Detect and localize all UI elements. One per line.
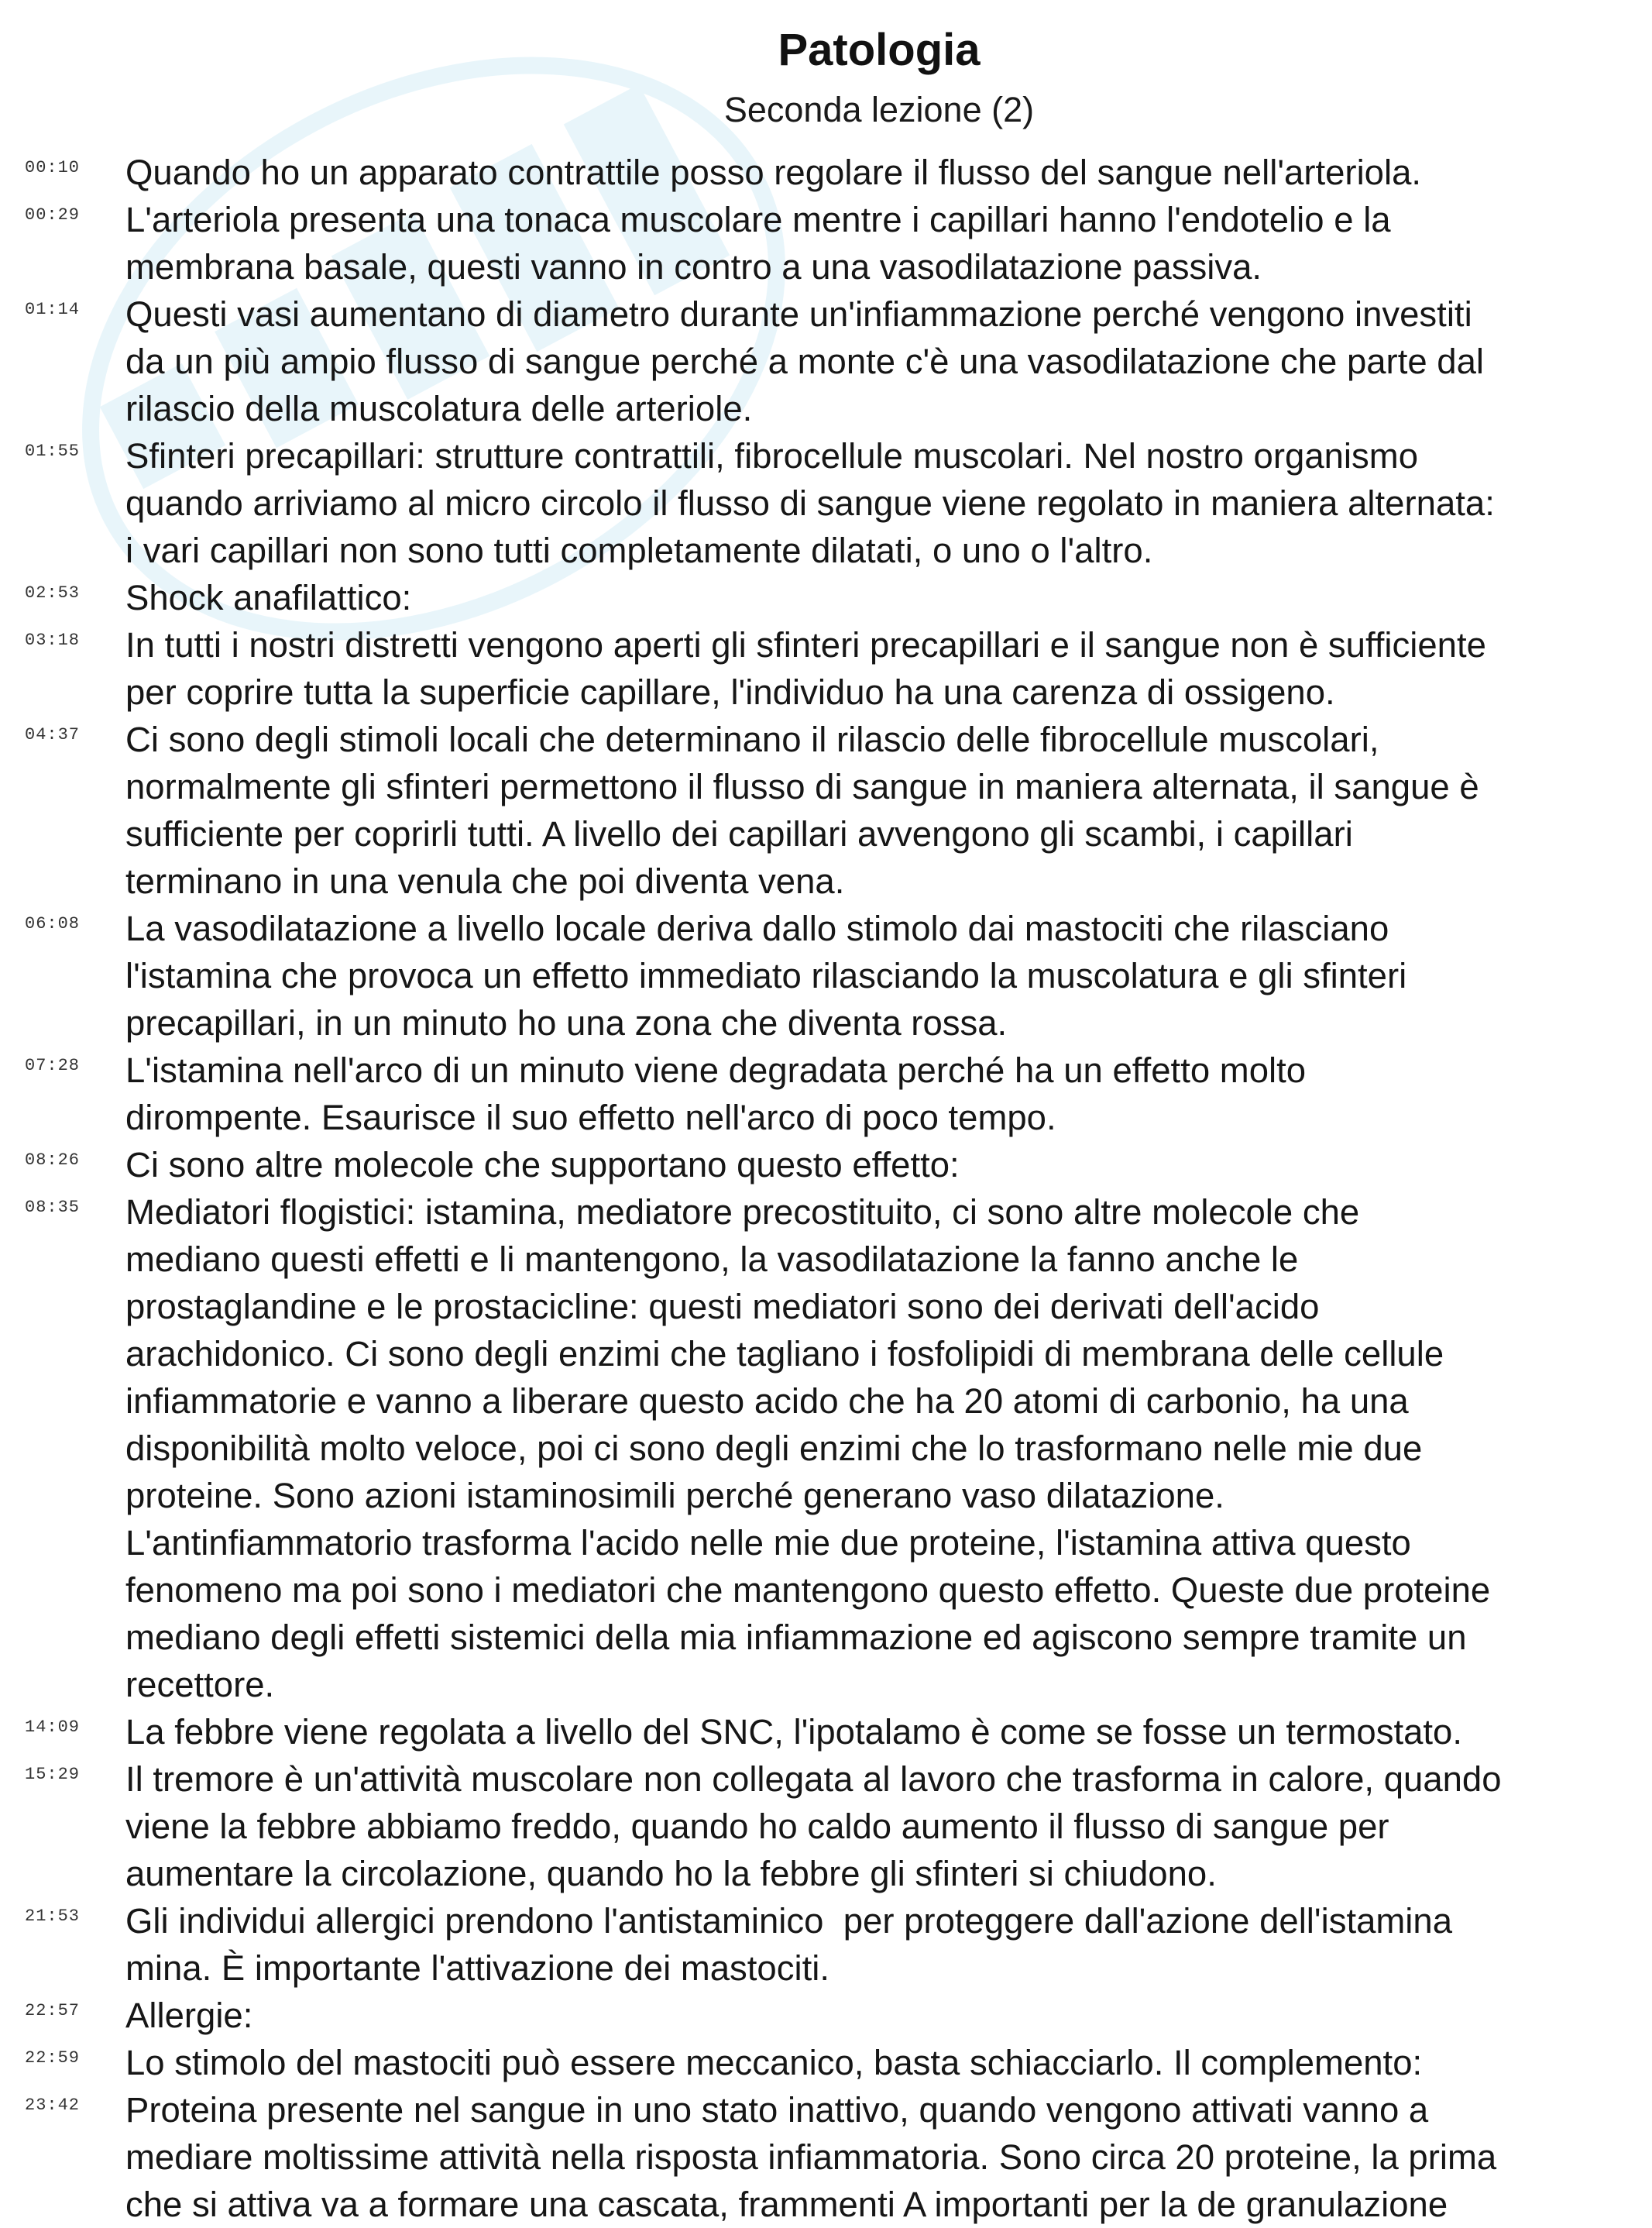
document-subtitle: Seconda lezione (2) xyxy=(723,90,1035,129)
entry-text: Questi vasi aumentano di diametro durante un'infiammazione perché vengono investiti da un più ampio flusso di sangue perché a monte c'è una vasodilatazione che parte dal rilascio della muscolatura delle arteriole. xyxy=(125,294,1485,428)
timestamp: 23:42 xyxy=(25,2096,81,2115)
entry-text: Il tremore è un'attività muscolare non collegata al lavoro che trasforma in calore, quando viene la febbre abbiamo freddo, quando ho caldo aumento il flusso di sangue per aumentare la circolazione, quando ho la febbre gli sfinteri si chiudono. xyxy=(125,1759,1502,1893)
timestamp: 00:29 xyxy=(25,205,81,225)
transcript-entry xyxy=(0,1188,1652,1708)
entry-text: Ci sono degli stimoli locali che determinano il rilascio delle fibrocellule muscolari, normalmente gli sfinteri permettono il flusso di sangue in maniera alternata, il sangue è sufficiente per coprirli tutti. A livello dei capillari avvengono gli scambi, i capillari terminano in una venula che poi diventa vena. xyxy=(125,720,1479,901)
entry-text: La vasodilatazione a livello locale deriva dallo stimolo dai mastociti che rilasciano l'istamina che provoca un effetto immediato rilasciando la muscolatura e gli sfinteri precapillari, in un minuto ho una zona che diventa rossa. xyxy=(125,909,1407,1043)
transcript-entries xyxy=(0,149,1652,2228)
timestamp: 01:55 xyxy=(25,442,81,461)
entry-text: L'arteriola presenta una tonaca muscolare mentre i capillari hanno l'endotelio e la membrana basale, questi vanno in contro a una vasodilatazione passiva. xyxy=(125,200,1391,287)
transcript-entry xyxy=(0,1708,1652,1755)
entry-text: L'istamina nell'arco di un minuto viene degradata perché ha un effetto molto dirompente. Esaurisce il suo effetto nell'arco di poco tempo. xyxy=(125,1050,1307,1137)
transcript-entry xyxy=(0,621,1652,716)
transcript-entry xyxy=(0,574,1652,621)
transcript-entry xyxy=(0,291,1652,432)
timestamp: 08:26 xyxy=(25,1150,81,1170)
entry-text: Shock anafilattico: xyxy=(125,578,412,617)
entry-text: La febbre viene regolata a livello del SNC, l'ipotalamo è come se fosse un termostato. xyxy=(125,1712,1462,1752)
entry-text: Proteina presente nel sangue in uno stato inattivo, quando vengono attivati vanno a mediare moltissime attività nella risposta infiammatoria. Sono circa 20 proteine, la prima che si attiva va a formare una cascata, frammenti A importanti per la de granulazione xyxy=(125,2090,1497,2224)
transcript-entry xyxy=(0,196,1652,291)
entry-text: Lo stimolo del mastociti può essere meccanico, basta schiacciarlo. Il complemento: xyxy=(125,2043,1423,2082)
timestamp: 01:14 xyxy=(25,300,81,319)
transcript-entry xyxy=(0,149,1652,196)
entry-text: In tutti i nostri distretti vengono aperti gli sfinteri precapillari e il sangue non è sufficiente per coprire tutta la superficie capillare, l'individuo ha una carenza di ossigeno. xyxy=(125,625,1486,712)
timestamp: 06:08 xyxy=(25,914,81,933)
timestamp: 22:59 xyxy=(25,2048,81,2068)
transcript-entry xyxy=(0,2086,1652,2228)
timestamp: 08:35 xyxy=(25,1198,81,1217)
entry-text: Quando ho un apparato contrattile posso regolare il flusso del sangue nell'arteriola. xyxy=(125,153,1422,192)
timestamp: 04:37 xyxy=(25,725,81,744)
timestamp: 00:10 xyxy=(25,158,81,177)
transcript-entry xyxy=(0,2039,1652,2086)
entry-text: Mediatori flogistici: istamina, mediatore precostituito, ci sono altre molecole che mediano questi effetti e li mantengono, la vasodilatazione la fanno anche le prostaglandine e le prostacicline: questi mediatori sono dei derivati dell'acido arachidonico. Ci sono degli enzimi che tagliano i fosfolipidi di membrana delle cellule infiammatorie e vanno a liberare questo acido che ha 20 atomi di carbonio, ha una disponibilità molto veloce, poi ci sono degli enzimi che lo trasformano nelle mie due proteine. Sono azioni istaminosimili perché generano vaso dilatazione. L'antinfiammatorio trasforma l'acido nelle mie due proteine, l'istamina attiva questo fenomeno ma poi sono i mediatori che mantengono questo effetto. Queste due proteine mediano degli effetti sistemici della mia infiammazione ed agiscono sempre tramite un recettore. xyxy=(125,1192,1491,1704)
timestamp: 22:57 xyxy=(25,2001,81,2020)
transcript-entry xyxy=(0,1141,1652,1188)
entry-text: Gli individui allergici prendono l'antistaminico per proteggere dall'azione dell'istamina mina. È importante l'attivazione dei mastociti. xyxy=(125,1901,1453,1988)
timestamp: 21:53 xyxy=(25,1907,81,1926)
transcript-entry xyxy=(0,905,1652,1047)
entry-text: Sfinteri precapillari: strutture contrattili, fibrocellule muscolari. Nel nostro organismo quando arriviamo al micro circolo il flusso di sangue viene regolato in maniera alternata: i vari capillari non sono tutti completamente dilatati, o uno o l'altro. xyxy=(125,436,1495,570)
timestamp: 15:29 xyxy=(25,1765,81,1784)
transcript-entry xyxy=(0,432,1652,574)
transcript-entry xyxy=(0,1897,1652,1992)
transcript-entry xyxy=(0,1755,1652,1897)
timestamp: 14:09 xyxy=(25,1717,81,1737)
timestamp: 03:18 xyxy=(25,631,81,650)
transcript-entry xyxy=(0,716,1652,905)
timestamp: 02:53 xyxy=(25,583,81,603)
document-title: Patologia xyxy=(778,25,981,75)
entry-text: Allergie: xyxy=(125,1996,253,2035)
timestamp: 07:28 xyxy=(25,1056,81,1075)
transcript-entry xyxy=(0,1047,1652,1141)
transcript-entry xyxy=(0,1992,1652,2039)
entry-text: Ci sono altre molecole che supportano questo effetto: xyxy=(125,1145,960,1184)
